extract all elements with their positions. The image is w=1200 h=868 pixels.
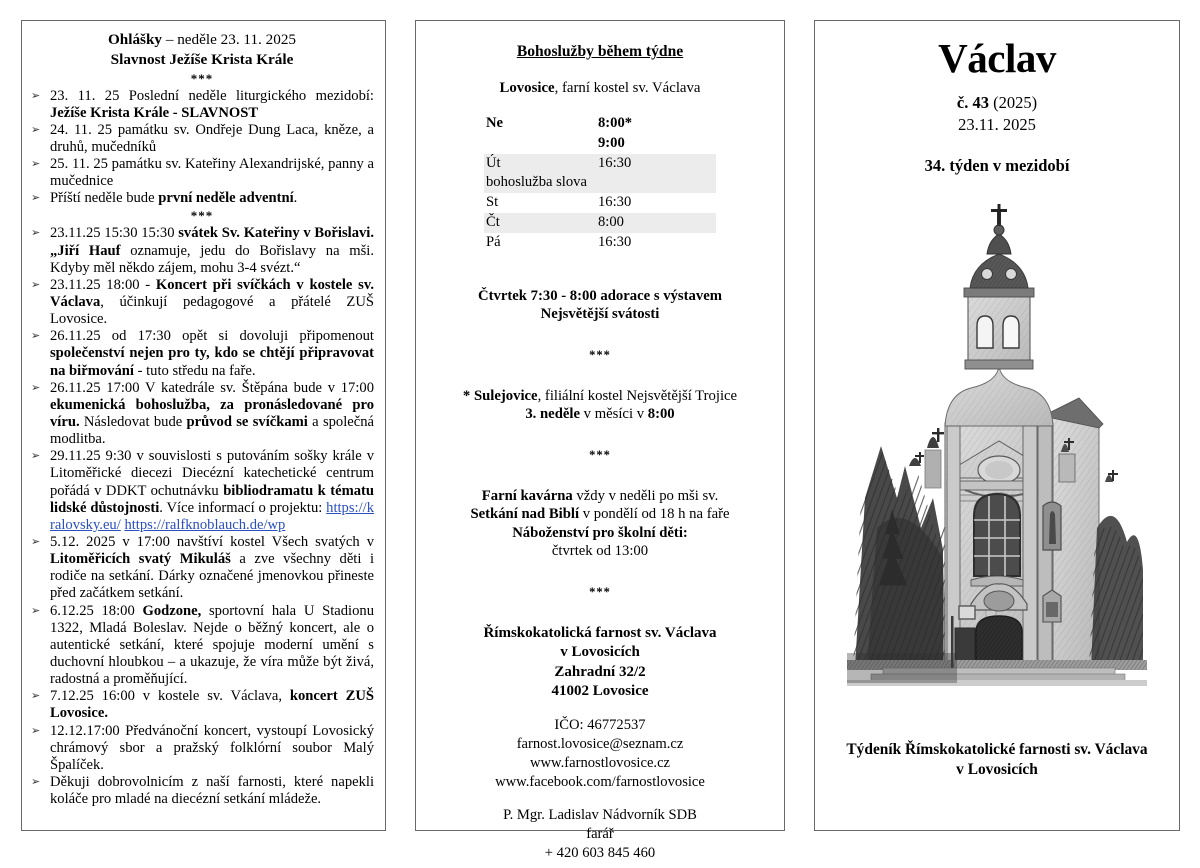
item-text-plain: 23.11.25 15:30 15:30 [50, 225, 179, 242]
list-item [30, 277, 374, 328]
schedule-time: 8:00 [598, 213, 716, 233]
issue-year: (2025) [988, 93, 1038, 113]
footer-line-2: v Lovosicích [956, 760, 1038, 778]
footer-line-1: Týdeník Římskokatolické farnosti sv. Václava [846, 740, 1148, 758]
bullet-arrow-icon: ➢ [31, 381, 41, 394]
issue-date: 23.11. 2025 [958, 115, 1036, 135]
bullet-arrow-icon: ➢ [31, 330, 41, 343]
table-row [484, 193, 716, 213]
divider-stars-1: *** [190, 70, 214, 86]
bullet-arrow-icon: ➢ [31, 89, 41, 102]
priest-phone: + 420 603 845 460 [544, 844, 656, 861]
item-text-plain: 23. 11. 25 Poslední neděle liturgického mezidobí: [50, 87, 374, 104]
list-item [30, 380, 374, 449]
item-text-bold: společenství nejen pro ty, kdo se chtějí připravovat na biřmování [50, 345, 374, 379]
item-text-tail: sportovní hala U Stadionu 1322, Mladá Boleslav. Nejde o běžný koncert, ale o autentické setkání, které spojuje moderní umění s duchovní hloubkou – a ukazuje, že víra může být živá, radostná a proměňující. [50, 602, 374, 688]
list-item [30, 122, 374, 156]
bullet-arrow-icon: ➢ [31, 724, 41, 737]
announcements-list-group1 [30, 88, 374, 208]
bible-detail: v pondělí od 18 h na faře [579, 506, 730, 523]
church-illustration-icon [847, 198, 1147, 718]
parish-church: , farní kostel sv. Václava [554, 80, 701, 96]
list-item [30, 774, 374, 808]
list-item [30, 225, 374, 276]
table-row [484, 213, 716, 233]
ico-line: IČO: 46772537 [554, 716, 646, 733]
item-text-bold: Litoměřicích svatý Mikuláš [50, 551, 231, 568]
item-text-plain: 24. 11. 25 památku sv. Ondřeje Dung Laca, kněze, a druhů, mučedníků [50, 121, 374, 155]
divider-stars-2: *** [190, 208, 214, 224]
schedule-time: 8:00* [598, 115, 633, 131]
sulejovice-star: * [462, 387, 474, 404]
address-line: Zahradní 32/2 [554, 663, 646, 680]
address-line: v Lovosicích [560, 644, 640, 661]
publication-footer [829, 740, 1165, 780]
bullet-arrow-icon: ➢ [31, 604, 41, 617]
sulejovice-church: , filiální kostel Nejsvětější Trojice [537, 387, 738, 404]
adoration-line-2: Nejsvětější svátosti [540, 306, 660, 323]
parish-contact [436, 716, 764, 792]
schedule-time: 16:30 [598, 194, 632, 211]
schedule-time [598, 173, 716, 193]
priest-role: farář [586, 825, 614, 842]
divider-stars-3: *** [589, 347, 611, 362]
item-text-bold: Godzone, [142, 602, 202, 619]
item-text-plain: 12.12.17:00 Předvánoční koncert, vystoupí Lovosický chrámový sbor a pražský folklórní soubor Malý Špalíček. [50, 722, 374, 773]
schedule-time: 16:30 [598, 233, 632, 250]
item-text-plain: 25. 11. 25 památku sv. Kateřiny Alexandrijské, panny a mučednice [50, 156, 374, 190]
address-line: 41002 Lovosice [551, 683, 649, 700]
list-item [30, 190, 374, 207]
item-text-bold: ekumenická bohoslužba, za pronásledované pro víru. [50, 396, 374, 431]
item-text-plain: 26.11.25 od 17:30 opět si dovoluji připomenout [50, 328, 374, 345]
page-title: Václav [938, 35, 1056, 81]
parish-address [436, 624, 764, 702]
item-text-plain: 7.12.25 16:00 v kostele sv. Václava, [50, 688, 290, 705]
item-text-plain: 23.11.25 18:00 - [50, 276, 156, 293]
email-line[interactable]: farnost.lovosice@seznam.cz [516, 735, 684, 752]
announcements-title-bold: Ohlášky [107, 31, 163, 48]
announcements-title [30, 30, 374, 70]
priest-name: P. Mgr. Ladislav Nádvorník SDB [503, 806, 697, 823]
item-text-plain: Děkuji dobrovolnicím z naší farnosti, které napekli koláče pro mladé na diecézní setkání mládeže. [50, 773, 374, 808]
services-heading: Bohoslužby během týdne [516, 43, 684, 60]
table-row [484, 134, 716, 154]
schedule-day: St [486, 194, 499, 211]
list-item [30, 534, 374, 603]
sulejovice-mid: v měsíci v [580, 406, 648, 423]
project-link-2[interactable]: https://ralfknoblauch.de/wp [124, 516, 286, 533]
schedule-day: Pá [486, 233, 501, 250]
item-text-tail: oznamuje, jedu do Bořislavy na mši. Kdyby měl někdo zájem, mohu 3-4 svézt.“ [50, 242, 374, 276]
sulejovice-week: 3. neděle [525, 406, 580, 423]
list-item [30, 88, 374, 122]
item-text-bold-2: průvod se svíčkami [186, 414, 308, 431]
priest-info [436, 806, 764, 863]
item-text-bold: Koncert při svíčkách v kostele sv. Václava [50, 276, 374, 311]
schedule-time: 9:00 [598, 134, 625, 151]
adoration-line-1: Čtvrtek 7:30 - 8:00 adorace s výstavem [478, 287, 722, 304]
website-line[interactable]: www.farnostlovosice.cz [529, 754, 671, 771]
parish-church-line [436, 80, 764, 97]
bullet-arrow-icon: ➢ [31, 227, 41, 240]
list-item [30, 603, 374, 689]
church-photo [847, 198, 1147, 718]
schedule-day: bohoslužba slova [484, 173, 598, 193]
issue-info [829, 92, 1165, 137]
bullet-arrow-icon: ➢ [31, 158, 41, 171]
bullet-arrow-icon: ➢ [31, 450, 41, 463]
table-row [484, 154, 716, 174]
religion-detail: čtvrtek od 13:00 [551, 543, 649, 560]
parish-activities-block [436, 487, 764, 561]
list-item [30, 328, 374, 379]
item-text-bold: koncert ZUŠ Lovosice. [50, 688, 374, 722]
divider-stars-4: *** [589, 447, 611, 462]
list-item [30, 688, 374, 722]
item-text-plain: Příští neděle bude [50, 190, 159, 207]
sulejovice-name: Sulejovice [473, 387, 538, 404]
project-link-1[interactable]: https://kralovsky.eu/ [50, 499, 374, 533]
item-text-plain: 5.12. 2025 v 17:00 navštíví kostel Všech svatých v [50, 534, 374, 551]
item-text-tail: Následovat bude [79, 414, 187, 431]
schedule-day: Čt [484, 213, 598, 233]
liturgical-season: 34. týden v mezidobí [924, 155, 1070, 175]
list-item [30, 723, 374, 774]
item-text-plain: 29.11.25 9:30 v souvislosti s putováním sošky krále v Litoměřické diecezi Diecézní katechetické centrum pořádá v DDKT ochutnávku [50, 448, 374, 499]
item-text-bold: Ježíše Krista Krále - SLAVNOST [50, 104, 259, 121]
item-text-tail: - tuto středu na faře. [133, 362, 256, 379]
item-text-tail: a zve všechny děti i rodiče na setkání. Dárky označené jmenovkou přineste před začátkem setkání. [50, 551, 375, 602]
bible-label: Setkání nad Biblí [470, 506, 580, 523]
table-row [484, 114, 716, 134]
list-item [30, 448, 374, 534]
item-text-tail: , účinkují pedagogové a přátelé ZUŠ Lovosice. [50, 294, 374, 328]
item-text-plain: 26.11.25 17:00 V katedrále sv. Štěpána bude v 17:00 [50, 379, 374, 396]
item-text-tail-2: a společná modlitba. [50, 414, 374, 448]
issue-number: č. 43 [956, 93, 989, 113]
bullet-arrow-icon: ➢ [31, 192, 41, 205]
schedule-time: 16:30 [598, 154, 716, 174]
bullet-arrow-icon: ➢ [31, 278, 41, 291]
item-text-bold: první neděle adventní [158, 190, 294, 207]
address-line: Římskokatolická farnost sv. Václava [483, 624, 717, 641]
sulejovice-time: 8:00 [647, 406, 675, 423]
schedule-day: Út [484, 154, 598, 174]
weekly-schedule-table [484, 114, 716, 253]
facebook-line[interactable]: www.facebook.com/farnostlovosice [495, 773, 705, 790]
sulejovice-block [436, 387, 764, 424]
services-panel [415, 20, 785, 861]
cafe-detail: vždy v neděli po mši sv. [572, 487, 719, 504]
bullet-arrow-icon: ➢ [31, 536, 41, 549]
item-text-tail: . Více informací o projektu: [159, 499, 327, 516]
announcements-title-date: – neděle 23. 11. 2025 [162, 31, 297, 48]
schedule-day: Ne [486, 115, 504, 131]
announcements-panel [21, 20, 386, 831]
announcements-list-group2 [30, 225, 374, 808]
religion-label: Náboženství pro školní děti: [512, 524, 688, 541]
divider-stars-5: *** [589, 584, 611, 599]
item-text-tail: . [293, 190, 298, 207]
announcements-feast: Slavnost Ježíše Krista Krále [110, 50, 294, 68]
cafe-label: Farní kavárna [481, 487, 573, 504]
table-row [484, 233, 716, 253]
bullet-arrow-icon: ➢ [31, 123, 41, 136]
masthead-panel [814, 20, 1180, 831]
adoration-note [436, 287, 764, 324]
bullet-arrow-icon: ➢ [31, 775, 41, 788]
item-text-bold: svátek Sv. Kateřiny v Bořislavi. „Jiří Hauf [50, 225, 374, 259]
schedule-day [484, 134, 598, 154]
item-text-bold: bibliodramatu k tématu lidské důstojnosti [50, 482, 374, 516]
table-row [484, 173, 716, 193]
bullet-arrow-icon: ➢ [31, 690, 41, 703]
item-text-plain: 6.12.25 18:00 [50, 602, 143, 619]
list-item [30, 156, 374, 190]
parish-name: Lovosice [499, 80, 555, 96]
